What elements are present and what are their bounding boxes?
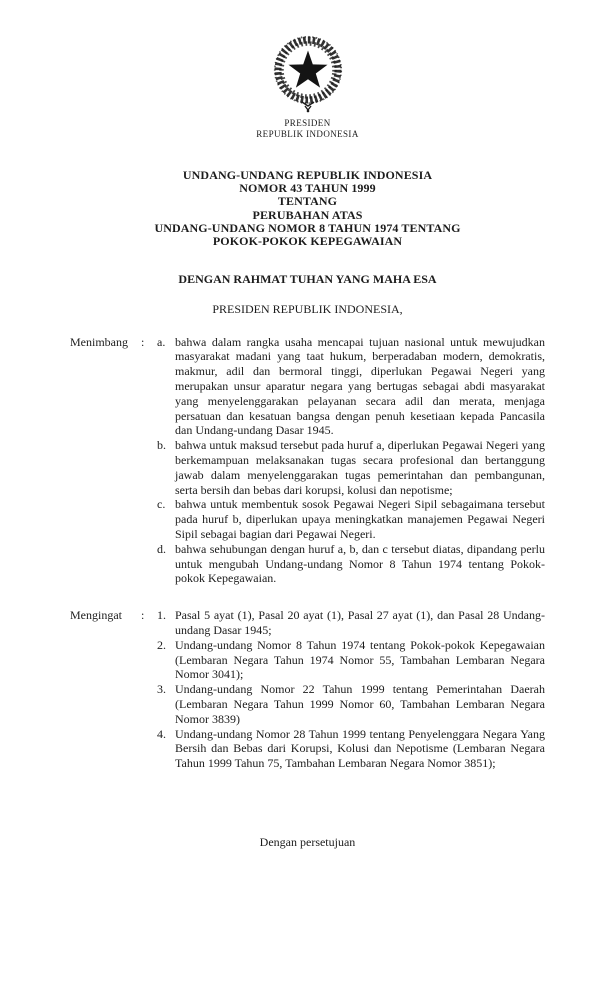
presidential-emblem — [266, 33, 350, 113]
list-item — [157, 608, 545, 638]
item-marker: 2. — [157, 637, 166, 652]
list-item — [157, 727, 545, 771]
title-line-3: TENTANG — [277, 194, 338, 209]
item-text: bahwa sehubungan dengan huruf a, b, dan c tersebut diatas, dipandang perlu untuk mengubah Undang-undang Nomor 8 Tahun 1974 tentang Pokok-pokok Kepegawaian. — [175, 541, 545, 586]
title-line-6: POKOK-POKOK KEPEGAWAIAN — [212, 234, 403, 249]
issuer-line: PRESIDEN REPUBLIK INDONESIA, — [212, 302, 403, 317]
section-items — [157, 335, 545, 587]
section-label: Menimbang — [70, 334, 128, 349]
invocation-line: DENGAN RAHMAT TUHAN YANG MAHA ESA — [178, 272, 437, 287]
title-line-5: UNDANG-UNDANG NOMOR 8 TAHUN 1974 TENTANG — [154, 220, 461, 235]
section-separator: : — [141, 608, 145, 623]
list-item — [157, 497, 545, 541]
list-item — [157, 438, 545, 497]
list-item — [157, 542, 545, 586]
item-text: bahwa dalam rangka usaha mencapai tujuan nasional untuk mewujudkan masyarakat madani yang taat hukum, berperadaban modern, demokratis, makmur, adil dan bermoral tinggi, diperlukan Pegawai Negeri yang merupakan unsur aparatur negara yang bertugas sebagai abdi masyarakat yang menyelenggarakan pelayanan secara adil dan merata, menjaga persatuan dan kesatuan bangsa dengan penuh kesetiaan kepada Pancasila dan Undang-undang Dasar 1945. — [175, 334, 545, 438]
list-item — [157, 682, 545, 726]
item-marker: b. — [157, 438, 166, 453]
title-line-2: NOMOR 43 TAHUN 1999 — [239, 181, 376, 196]
item-marker: 4. — [157, 726, 166, 741]
section-items — [157, 608, 545, 771]
title-line-1: UNDANG-UNDANG REPUBLIK INDONESIA — [182, 168, 433, 182]
item-marker: c. — [157, 497, 166, 512]
letterhead — [70, 33, 545, 140]
item-text: Undang-undang Nomor 8 Tahun 1974 tentang Pokok-pokok Kepegawaian (Lembaran Negara Tahun 1974 Nomor 55, Tambahan Lembaran Negara Nomor 3041); — [175, 637, 545, 682]
section-label: Mengingat — [70, 608, 122, 623]
item-text: Pasal 5 ayat (1), Pasal 20 ayat (1), Pasal 27 ayat (1), dan Pasal 28 Undang-undang Dasar 1945; — [175, 608, 545, 637]
star-icon — [288, 51, 327, 88]
document-title — [70, 169, 545, 248]
list-item — [157, 335, 545, 439]
section-menimbang — [70, 335, 545, 587]
item-text: Undang-undang Nomor 22 Tahun 1999 tentang Pemerintahan Daerah (Lembaran Negara Tahun 1999 Nomor 60, Tambahan Lembaran Negara Nomor 3839) — [175, 682, 545, 726]
item-text: Undang-undang Nomor 28 Tahun 1999 tentang Penyelenggara Negara Yang Bersih dan Bebas dari Korupsi, Kolusi dan Nepotisme (Lembaran Negara Tahun 1999 Tahun 75, Tambahan Lembaran Negara Nomor 3851); — [175, 726, 545, 771]
title-line-4: PERUBAHAN ATAS — [252, 207, 363, 222]
approval-lead-line: Dengan persetujuan — [259, 834, 356, 849]
section-separator: : — [141, 334, 145, 349]
item-marker: 1. — [157, 608, 166, 623]
item-text: bahwa untuk maksud tersebut pada huruf a, diperlukan Pegawai Negeri yang berkemampuan melaksanakan tugas secara profesional dan bertanggung jawab dalam menyelenggarakan tugas pemerintahan dan pembangunan, serta bersih dan bebas dari korupsi, kolusi dan nepotisme; — [175, 438, 545, 497]
item-marker: d. — [157, 541, 166, 556]
letterhead-presiden: PRESIDEN — [284, 118, 331, 128]
list-item — [157, 638, 545, 682]
item-marker: 3. — [157, 682, 166, 697]
letterhead-republik-indonesia: REPUBLIK INDONESIA — [256, 129, 359, 139]
item-text: bahwa untuk membentuk sosok Pegawai Negeri Sipil sebagaimana tersebut pada huruf b, diperlukan upaya meningkatkan manajemen Pegawai Negeri Sipil sebagai bagian dari Pegawai Negeri. — [175, 497, 545, 541]
ribbon-ornament-icon — [302, 102, 314, 112]
item-marker: a. — [157, 334, 166, 349]
section-mengingat — [70, 608, 545, 771]
